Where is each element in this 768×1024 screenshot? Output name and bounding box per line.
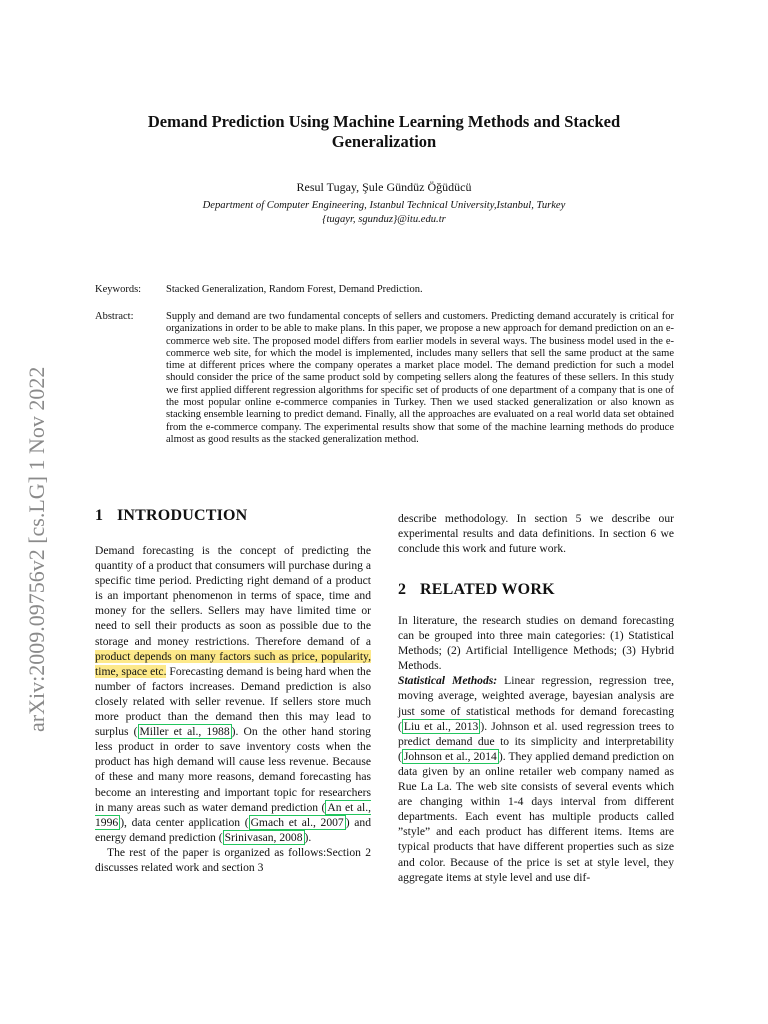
abstract-label: Abstract:	[95, 311, 134, 322]
intro-paragraph-2-continued: describe methodology. In section 5 we describe our experimental results and data definitions. In section 6 we conclude this work and future work.	[398, 512, 674, 556]
citation-link-liu[interactable]: Liu et al., 2013	[403, 719, 479, 733]
affiliation-line: Department of Computer Engineering, Istanbul Technical University,Istanbul, Turkey	[202, 200, 566, 211]
section-title: INTRODUCTION	[117, 507, 248, 524]
citation-link-an[interactable]: An et al., 1996	[95, 800, 372, 829]
arxiv-stamp	[14, 320, 54, 740]
introduction-body	[95, 543, 371, 875]
section-heading-introduction	[95, 507, 247, 525]
text-span: Linear regression, regression tree, moving average, weighted average, bayesian analysis are just some of statistical methods for demand forecasting (	[398, 674, 674, 733]
text-span: ), data center application (	[120, 815, 249, 829]
section-title: RELATED WORK	[420, 581, 555, 598]
related-paragraph-2	[398, 673, 674, 884]
keywords-label: Keywords:	[95, 284, 142, 295]
author-emails: {tugayr, sgunduz}@itu.edu.tr	[322, 214, 446, 225]
text-span: ).	[304, 830, 312, 844]
highlighted-text: product depends on many factors such as price, popularity, time, space etc.	[95, 649, 371, 678]
paper-title: Demand Prediction Using Machine Learning Methods and Stacked Generalization	[147, 112, 621, 151]
citation-link-johnson[interactable]: Johnson et al., 2014	[403, 749, 497, 763]
text-span: ). They applied demand prediction on data given by an online retailer web company named as Rue La La. The web site consists of several events which are changing within 1-4 days interval from different departments. Each event has multiple products called ”style” and each product has different items. Items are typical products that have different properties such as size and color. Because of the price is set at style level, they aggregate items at style level and use dif-	[398, 749, 674, 884]
text-span: ). Johnson et al. used regression trees to predict demand due to its simplicity and interpretability (	[398, 719, 674, 763]
citation-link-miller[interactable]: Miller et al., 1988	[139, 725, 230, 739]
text-span: Forecasting demand is being hard when the number of factors increases. Demand prediction is also closely related with seller revenue. If sellers store much more product than the demand then this may lead to surplus (	[95, 664, 371, 739]
citation-link-srinivasan[interactable]: Srinivasan, 2008	[224, 830, 303, 844]
introduction-body-continued	[398, 511, 674, 556]
related-work-body	[398, 613, 674, 885]
intro-paragraph-2: The rest of the paper is organized as follows:Section 2 discusses related work and section 3	[95, 845, 371, 874]
section-number: 1	[95, 507, 104, 524]
related-paragraph-1: In literature, the research studies on demand forecasting can be grouped into three main categories: (1) Statistical Methods; (2) Artificial Intelligence Methods; (3) Hybrid Methods.	[398, 614, 674, 673]
section-number: 2	[398, 581, 407, 598]
text-span: ). On the other hand storing less product in order to save inventory costs when the product has high demand will cause less revenue. Because of these and many more reasons, demand forecasting has become an interesting and important topic for researchers in many areas such as water demand prediction (	[95, 725, 371, 814]
text-span: ) and energy demand prediction (	[95, 815, 371, 844]
abstract-text: Supply and demand are two fundamental concepts of sellers and customers. Predicting demand accurately is critical for organizations in order to be able to make plans. In this paper, we propose a new approach for demand prediction on an e-commerce web site. The proposed model differs from earlier models in several ways. The business model used in the e-commerce web site, for which the model is implemented, includes many sellers that sell the same product at the same time at different prices where the company operates a market place model. The demand prediction for such a model should consider the price of the same product sold by competing sellers along the features of these sellers. In this study we first applied different regression algorithms for specific set of products of one department of a company that is one of the most popular online e-commerce companies in Turkey. Then we used stacked generalization or also known as stacking ensemble learning to predict demand. Finally, all the approaches are evaluated on a real world data set obtained from the e-commerce company. The experimental results show that some of the machine learning methods do produce almost as good results as the stacked generalization method.	[166, 311, 674, 445]
intro-paragraph-1	[95, 543, 371, 845]
citation-link-gmach[interactable]: Gmach et al., 2007	[250, 815, 344, 829]
keywords-text: Stacked Generalization, Random Forest, Demand Prediction.	[166, 284, 423, 295]
paper-affiliation	[100, 199, 668, 227]
paper-authors: Resul Tugay, Şule Gündüz Öğüdücü	[296, 180, 472, 194]
statistical-methods-label: Statistical Methods:	[398, 674, 498, 688]
text-span: Demand forecasting is the concept of predicting the quantity of a product that consumers will purchase during a specific time period. Predicting right demand of a product is an important phenomenon in terms of space, time and money for the sellers. Sellers may have limited time or need to sell their products as soon as possible due to the storage and money restrictions. Therefore demand of a	[95, 544, 371, 648]
section-heading-related-work	[398, 581, 555, 599]
arxiv-stamp-text: arXiv:2009.09756v2 [cs.LG] 1 Nov 2022	[24, 366, 49, 732]
